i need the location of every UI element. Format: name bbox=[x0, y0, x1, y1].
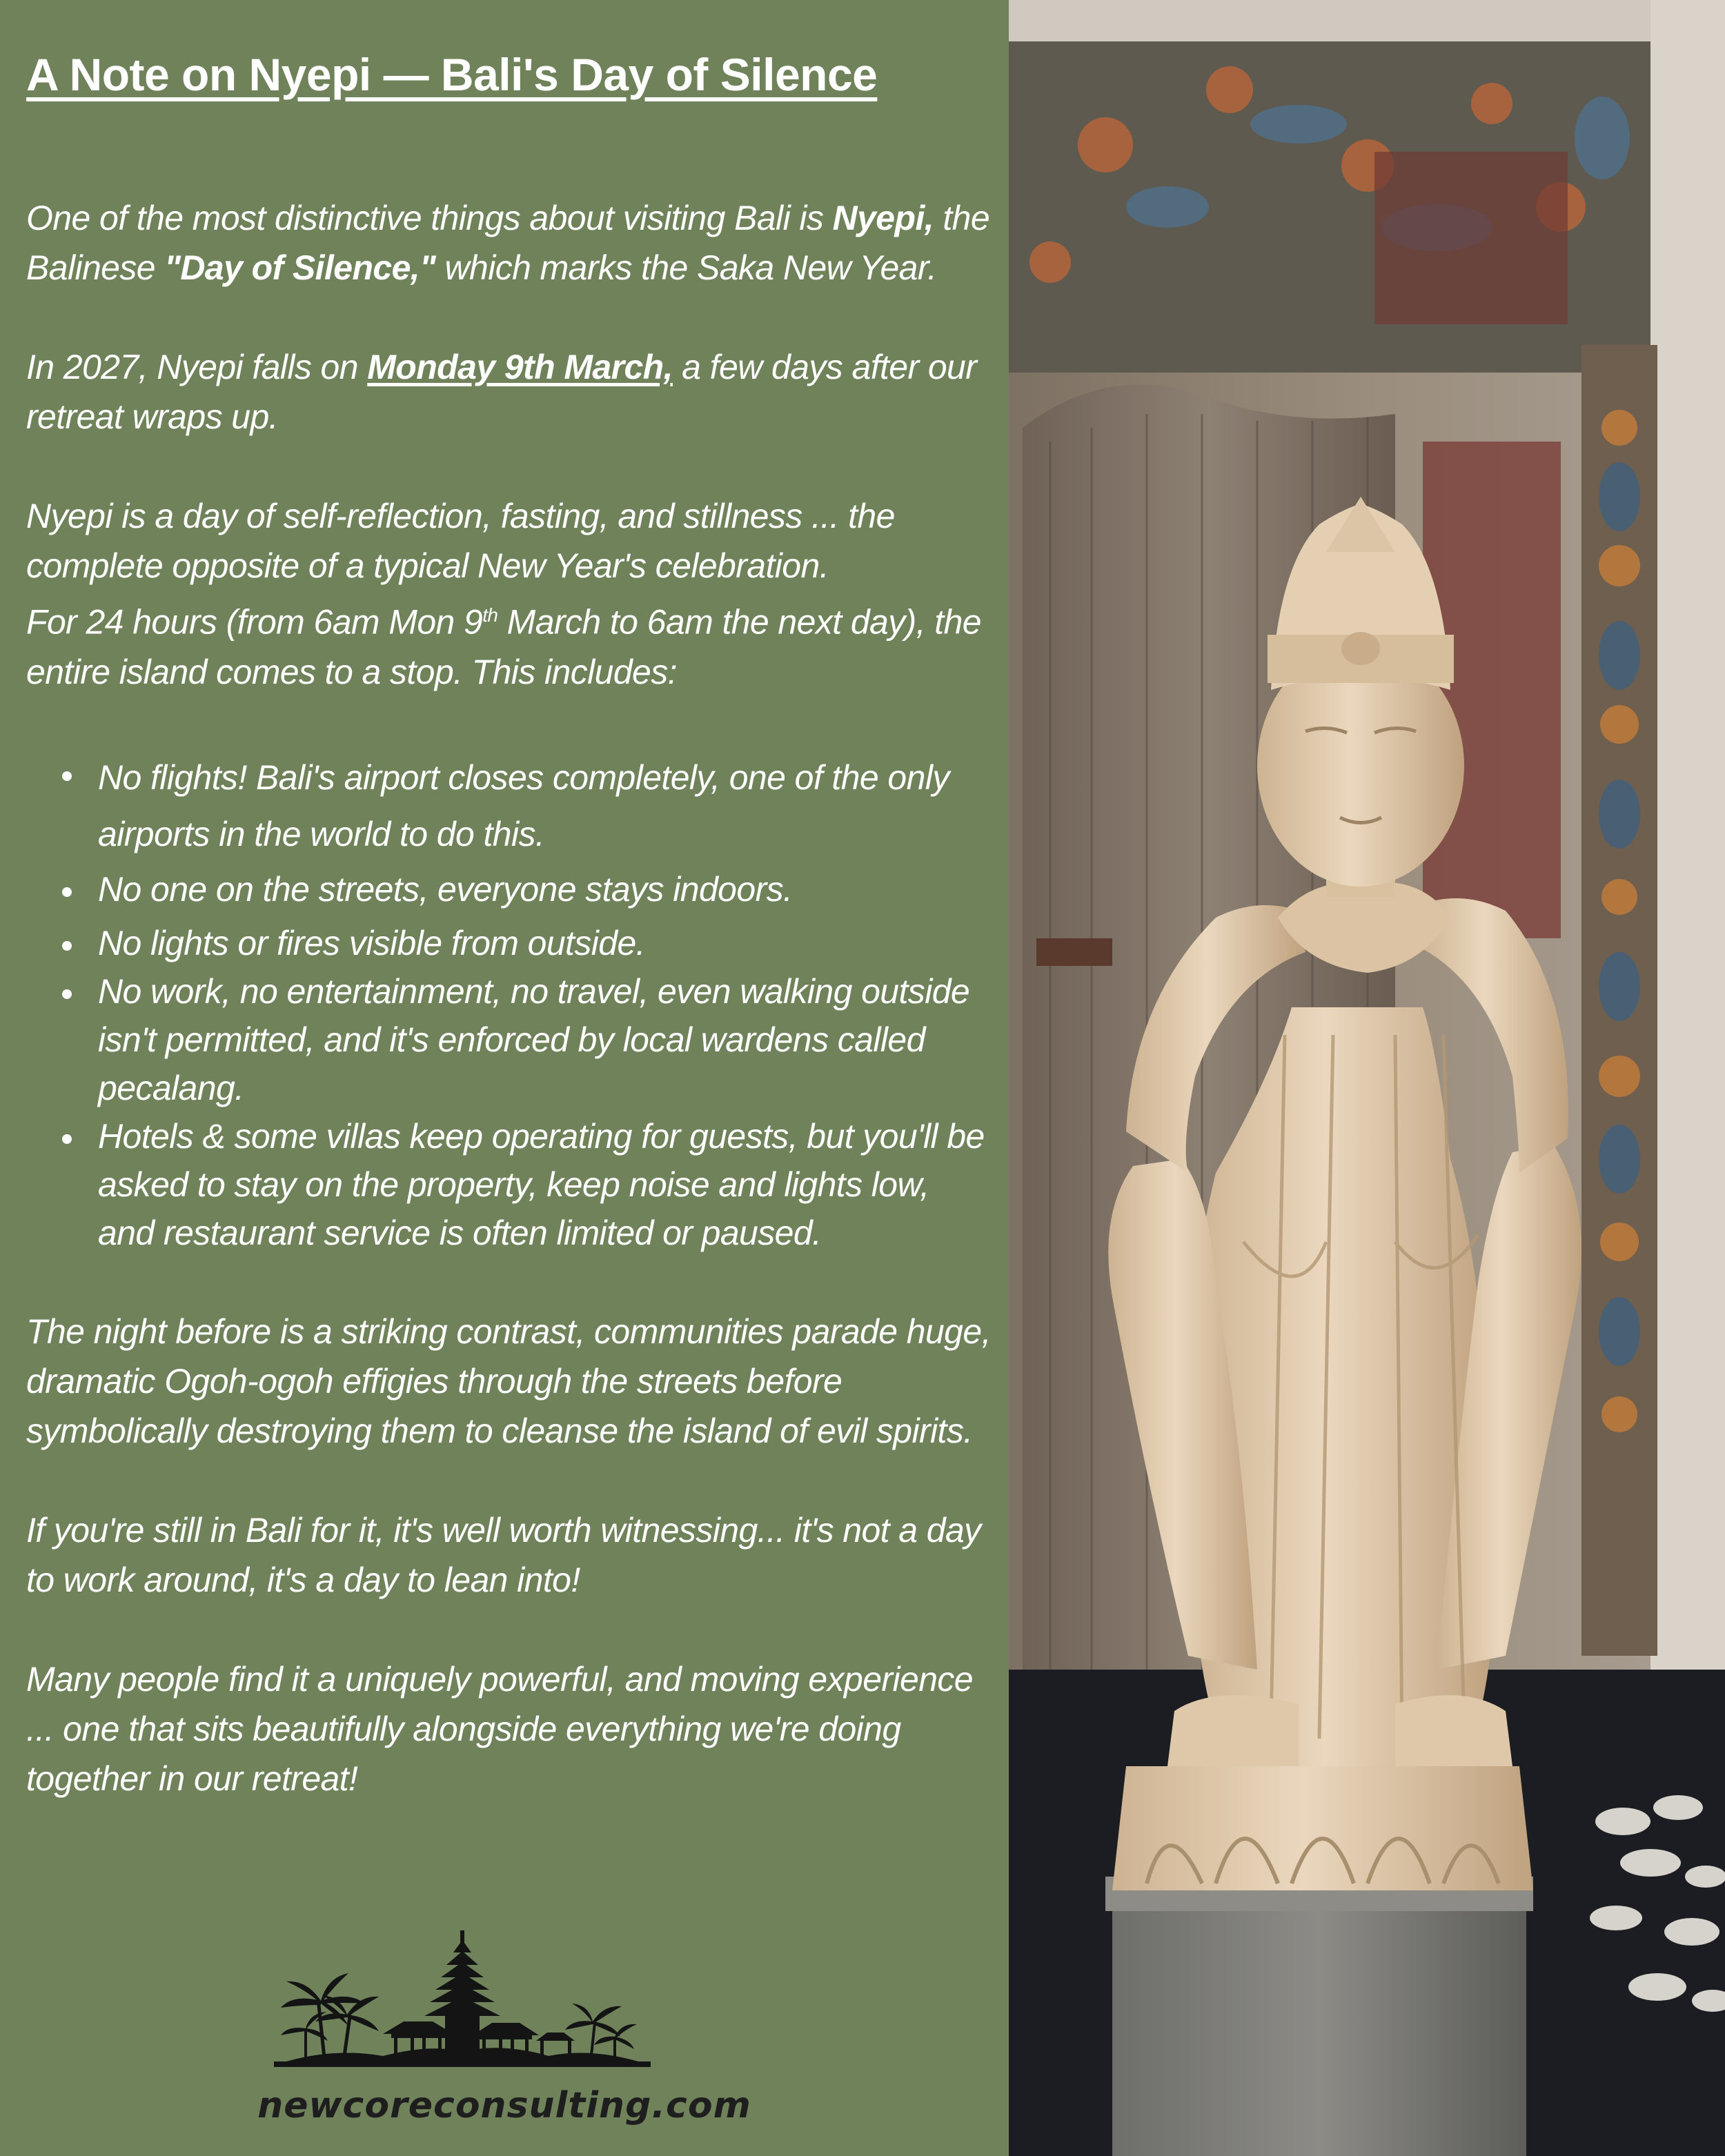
night-before-paragraph: The night before is a striking contrast, communities parade huge, dramatic Ogoh-ogoh effigies through the streets before symbolically destroying them to cleanse the island of evil spirits. bbox=[26, 1312, 991, 1450]
reflection-text: For 24 hours (from 6am Mon 9 bbox=[26, 602, 483, 642]
intro-day-of-silence-bold: "Day of Silence," bbox=[164, 248, 436, 287]
witness-paragraph: If you're still in Bali for it, it's well worth witnessing... it's not a day to work around, it's a day to lean into! bbox=[26, 1510, 981, 1599]
restrictions-list bbox=[26, 749, 992, 1257]
list-item: No work, no entertainment, no travel, even walking outside isn't permitted, and it's enforced by local wardens called pecalang. bbox=[26, 967, 992, 1112]
intro-text: the Balinese bbox=[26, 199, 990, 287]
page-title: A Note on Nyepi — Bali's Day of Silence bbox=[26, 49, 878, 100]
reflection-paragraph bbox=[26, 491, 992, 697]
list-item: No lights or fires visible from outside. bbox=[26, 919, 992, 967]
closing-paragraph: Many people find it a uniquely powerful, and moving experience ... one that sits beautifully alongside everything we're doing together in our retreat! bbox=[26, 1659, 974, 1798]
date-text: a few days after our retreat wraps up. bbox=[26, 348, 977, 436]
reflection-text: March to 6am the next day), the entire island comes to a stop. This includes: bbox=[26, 602, 981, 691]
list-item: No one on the streets, everyone stays indoors. bbox=[26, 865, 992, 913]
website-url: newcoreconsulting.com bbox=[257, 2085, 751, 2126]
statue-doorway-illustration bbox=[1009, 0, 1725, 2156]
intro-nyepi-bold: Nyepi, bbox=[832, 199, 934, 237]
intro-paragraph bbox=[26, 193, 992, 293]
nyepi-date: Monday 9th March, bbox=[367, 348, 673, 386]
article-body bbox=[26, 193, 992, 1853]
reflection-text: Nyepi is a day of self-reflection, fasting, and stillness ... the complete opposite of a typical New Year's celebration. bbox=[26, 497, 895, 585]
list-item: Hotels & some villas keep operating for guests, but you'll be asked to stay on the property, keep noise and lights low, and restaurant service is often limited or paused. bbox=[26, 1112, 992, 1257]
list-item: No flights! Bali's airport closes completely, one of the only airports in the world to do this. bbox=[26, 749, 992, 862]
bali-temple-palm-silhouette-icon bbox=[273, 1925, 652, 2077]
ordinal-suffix: th bbox=[482, 604, 498, 626]
statue-photo bbox=[1009, 0, 1725, 2156]
date-text: In 2027, Nyepi falls on bbox=[26, 348, 368, 386]
intro-text: One of the most distinctive things about visiting Bali is bbox=[26, 199, 833, 237]
date-paragraph bbox=[26, 342, 992, 442]
intro-text: which marks the Saka New Year. bbox=[435, 248, 937, 287]
